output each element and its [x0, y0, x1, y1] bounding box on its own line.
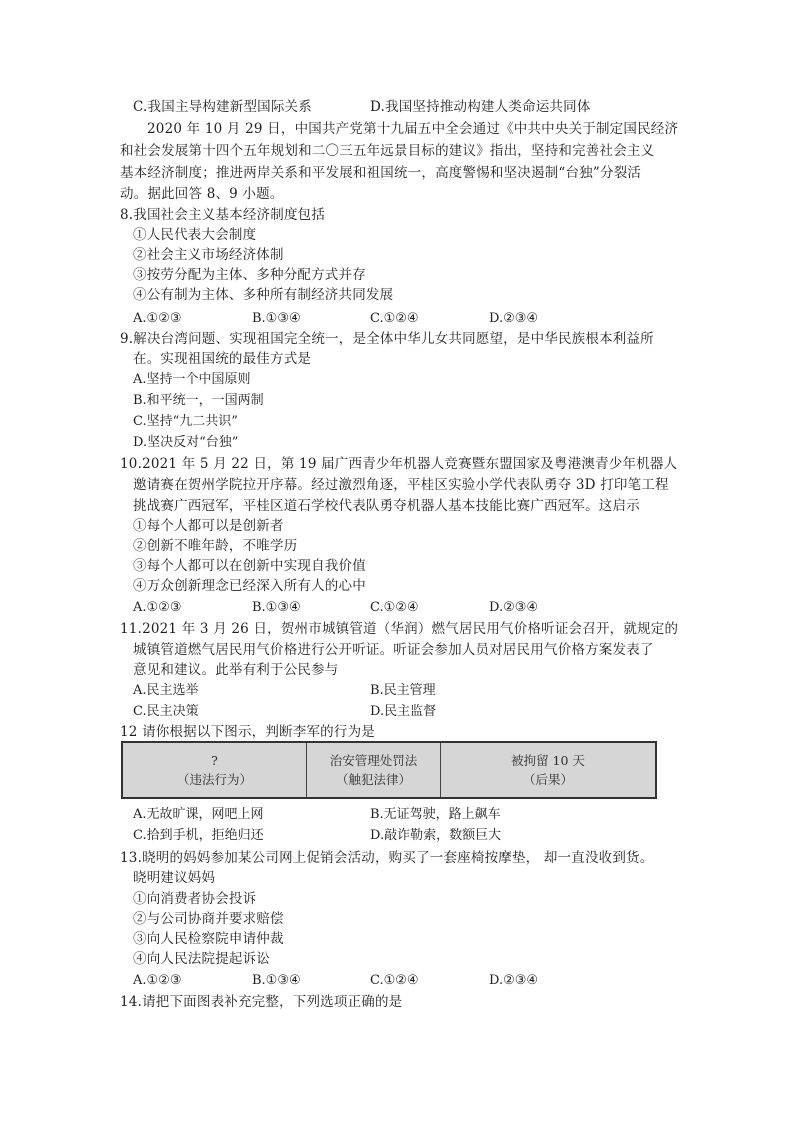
q10-item: ④万众创新理念已经深入所有人的心中: [133, 578, 366, 594]
q12-stem: 12 请你根据以下图示，判断李军的行为是: [120, 724, 375, 740]
q11-option-d: D.民主监督: [370, 704, 437, 719]
q8-item: ④公有制为主体、多种所有制经济共同发展: [133, 287, 394, 303]
material-line: 和社会发展第十四个五年规划和二〇三五年远景目标的建议》指出，坚持和完善社会主义: [120, 143, 655, 159]
q13-option-b: B.①③④: [252, 973, 301, 988]
diagram-cell-violation: [122, 742, 307, 798]
q12-option-d: D.敲诈勒索，数额巨大: [370, 828, 502, 843]
q7-option-c: C.我国主导构建新型国际关系: [133, 99, 312, 115]
q10-option-d: D.②③④: [489, 600, 539, 615]
material-line: 基本经济制度；推进两岸关系和平发展和祖国统一，高度警惕和坚决遏制“台独”分裂活: [120, 165, 642, 181]
q13-option-a: A.①②③: [133, 973, 182, 988]
q12-option-c: C.拾到手机，拒绝归还: [133, 828, 264, 843]
q10-stem-line: 挑战赛广西冠军，平桂区道石学校代表队勇夺机器人基本技能比赛广西冠军。这启示: [133, 498, 640, 514]
q10-stem-line: 邀请赛在贺州学院拉开序幕。经过激烈角逐，平桂区实验小学代表队勇夺 3D 打印笔工程: [133, 477, 669, 493]
material-line: 2020 年 10 月 29 日，中国共产党第十九届五中全会通过《中共中央关于制定国民经济: [147, 121, 679, 137]
q9-option-d: D.坚决反对“台独”: [133, 435, 239, 450]
q9-stem-line: 在。实现祖国统的最佳方式是: [133, 351, 312, 367]
q11-option-b: B.民主管理: [370, 683, 436, 698]
q8-item: ③按劳分配为主体、多种分配方式并存: [133, 267, 366, 283]
diagram-cell-law: [307, 742, 441, 798]
q8-option-d: D.②③④: [489, 311, 539, 326]
q14-stem: 14.请把下面图表补充完整，下列选项正确的是: [120, 994, 403, 1010]
q10-item: ①每个人都可以是创新者: [133, 518, 284, 534]
diagram-cell-bottom: （违法行为）: [176, 772, 252, 787]
q9-stem-line: 9.解决台湾问题、实现祖国完全统一，是全体中华儿女共同愿望，是中华民族根本利益所: [120, 331, 654, 347]
diagram-cell-top: ?: [211, 753, 218, 768]
q8-option-a: A.①②③: [133, 311, 182, 326]
q7-option-d: D.我国坚持推动构建人类命运共同体: [370, 99, 591, 115]
q10-item: ③每个人都可以在创新中实现自我价值: [133, 558, 366, 574]
q13-option-c: C.①②④: [370, 973, 419, 988]
diagram-cell-top: 被拘留 10 天: [511, 753, 585, 768]
q8-item: ①人民代表大会制度: [133, 227, 257, 243]
q13-stem-line: 13.晓明的妈妈参加某公司网上促销会活动，购买了一套座椅按摩垫， 却一直没收到货。: [120, 850, 654, 866]
q12-option-b: B.无证驾驶，路上飙车: [370, 807, 501, 822]
q13-item: ①向消费者协会投诉: [133, 891, 257, 907]
q11-stem-line: 11.2021 年 3 月 26 日，贺州市城镇管道（华润）燃气居民用气价格听证会召开，就规定的: [120, 621, 679, 637]
q12-option-a: A.无故旷课，网吧上网: [133, 807, 264, 822]
q8-option-b: B.①③④: [252, 311, 301, 326]
q10-option-c: C.①②④: [370, 600, 419, 615]
diagram-cell-bottom: （后果）: [522, 772, 573, 787]
q11-stem-line: 城镇管道燃气居民用气价格进行公开听证。听证会参加人员对居民用气价格方案发表了: [133, 642, 654, 658]
q9-option-b: B.和平统一，一国两制: [133, 393, 264, 408]
q9-option-c: C.坚持“九二共识”: [133, 414, 238, 429]
q11-option-c: C.民主决策: [133, 704, 199, 719]
q10-option-b: B.①③④: [252, 600, 301, 615]
q8-item: ②社会主义市场经济体制: [133, 247, 284, 263]
q10-stem-line: 10.2021 年 5 月 22 日，第 19 届广西青少年机器人竞赛暨东盟国家及粤港澳青少年机器人: [120, 456, 678, 472]
q8-stem: 8.我国社会主义基本经济制度包括: [120, 207, 326, 223]
diagram-cell-consequence: [441, 742, 657, 798]
q13-stem-line: 晓明建议妈妈: [133, 870, 216, 886]
diagram-cell-top: 治安管理处罚法: [329, 753, 418, 768]
q10-item: ②创新不唯年龄，不唯学历: [133, 538, 298, 554]
q9-option-a: A.坚持一个中国原则: [133, 372, 251, 387]
q11-stem-line: 意见和建议。此举有利于公民参与: [133, 662, 339, 678]
q13-item: ④向人民法院提起诉讼: [133, 951, 270, 967]
material-line: 动。据此回答 8、9 小题。: [120, 186, 284, 202]
q12-diagram: [121, 741, 657, 799]
q10-option-a: A.①②③: [133, 600, 182, 615]
q13-item: ②与公司协商并要求赔偿: [133, 911, 284, 927]
q11-option-a: A.民主选举: [133, 683, 199, 698]
q8-option-c: C.①②④: [370, 311, 419, 326]
diagram-cell-bottom: （触犯法律）: [335, 772, 411, 787]
q13-item: ③向人民检察院申请仲裁: [133, 931, 284, 947]
q13-option-d: D.②③④: [489, 973, 539, 988]
